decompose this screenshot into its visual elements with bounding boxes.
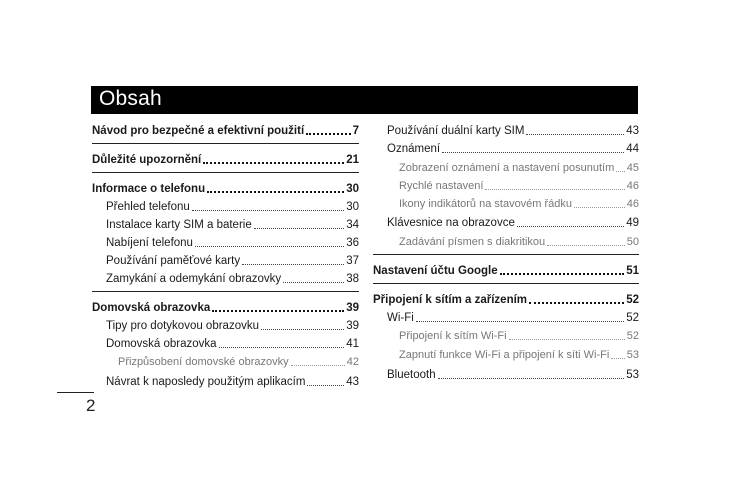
toc-entry[interactable]	[92, 351, 359, 369]
toc-entry-page: 36	[346, 237, 359, 249]
dot-leader	[195, 246, 344, 247]
toc-entry-title: Wi-Fi	[387, 312, 414, 324]
section-divider	[373, 254, 639, 255]
toc-entry-page: 44	[626, 143, 639, 155]
toc-entry[interactable]	[373, 157, 639, 175]
toc-entry-page: 49	[626, 217, 639, 229]
toc-entry[interactable]	[92, 232, 359, 250]
dot-leader	[547, 245, 625, 246]
toc-entry[interactable]	[373, 289, 639, 307]
toc-entry-title: Tipy pro dotykovou obrazovku	[106, 320, 259, 332]
toc-entry-title: Nabíjení telefonu	[106, 237, 193, 249]
toc-entry[interactable]	[92, 297, 359, 315]
toc-entry-page: 7	[352, 125, 359, 137]
toc-entry-title: Nastavení účtu Google	[373, 265, 498, 277]
toc-entry[interactable]	[92, 214, 359, 232]
toc-entry-title: Návrat k naposledy použitým aplikacím	[106, 376, 306, 388]
dot-leader	[219, 347, 345, 348]
dot-leader	[192, 210, 344, 211]
toc-entry-page: 45	[626, 162, 639, 174]
dot-leader	[438, 378, 625, 379]
toc-entry-title: Přizpůsobení domovské obrazovky	[118, 356, 289, 368]
toc-entry[interactable]	[92, 315, 359, 333]
toc-entry[interactable]	[92, 149, 359, 167]
dot-leader	[203, 162, 344, 164]
toc-entry[interactable]	[373, 307, 639, 325]
dot-leader	[283, 282, 344, 283]
toc-entry-page: 53	[626, 349, 639, 361]
toc-entry-page: 39	[346, 302, 359, 314]
toc-entry-page: 30	[346, 183, 359, 195]
toc-entry[interactable]	[92, 371, 359, 389]
dot-leader	[485, 189, 624, 190]
page-number-rule	[57, 392, 94, 393]
toc-entry-page: 30	[346, 201, 359, 213]
toc-entry-page: 52	[626, 312, 639, 324]
toc-entry-page: 43	[346, 376, 359, 388]
toc-entry-page: 42	[346, 356, 359, 368]
toc-entry-title: Domovská obrazovka	[92, 302, 211, 314]
toc-entry[interactable]	[373, 120, 639, 138]
dot-leader	[526, 134, 624, 135]
toc-entry-title: Důležité upozornění	[92, 154, 202, 166]
toc-entry[interactable]	[373, 212, 639, 230]
dot-leader	[207, 191, 344, 193]
toc-header-bar	[91, 86, 638, 114]
toc-title: Obsah	[99, 87, 162, 110]
toc-entry-title: Zamykání a odemykání obrazovky	[106, 273, 282, 285]
dot-leader	[212, 310, 344, 312]
toc-entry[interactable]	[373, 231, 639, 249]
toc-entry[interactable]	[92, 120, 359, 138]
toc-entry-page: 43	[626, 125, 639, 137]
toc-entry-title: Oznámení	[387, 143, 441, 155]
toc-entry-title: Návod pro bezpečné a efektivní použití	[92, 125, 305, 137]
toc-entry[interactable]	[373, 175, 639, 193]
dot-leader	[254, 228, 344, 229]
toc-entry-title: Instalace karty SIM a baterie	[106, 219, 252, 231]
toc-entry-page: 53	[626, 369, 639, 381]
toc-entry[interactable]	[373, 325, 639, 343]
toc-entry-page: 38	[346, 273, 359, 285]
toc-entry[interactable]	[373, 138, 639, 156]
toc-entry-title: Ikony indikátorů na stavovém řádku	[399, 198, 573, 210]
dot-leader	[574, 207, 625, 208]
toc-entry-title: Připojení k sítím a zařízením	[373, 294, 528, 306]
toc-entry-page: 46	[626, 180, 639, 192]
toc-entry-page: 51	[626, 265, 639, 277]
toc-entry-title: Zapnutí funkce Wi-Fi a připojení k síti Wi-Fi	[399, 349, 610, 361]
dot-leader	[242, 264, 344, 265]
dot-leader	[517, 226, 624, 227]
section-divider	[92, 291, 359, 292]
toc-entry[interactable]	[373, 344, 639, 362]
toc-entry[interactable]	[92, 250, 359, 268]
page-number: 2	[86, 396, 96, 415]
toc-entry-title: Používání paměťové karty	[106, 255, 241, 267]
dot-leader	[442, 152, 624, 153]
dot-leader	[529, 302, 624, 304]
toc-entry-page: 46	[626, 198, 639, 210]
dot-leader	[261, 329, 344, 330]
dot-leader	[509, 339, 625, 340]
toc-entry-page: 52	[626, 330, 639, 342]
section-divider	[92, 172, 359, 173]
toc-entry-page: 39	[346, 320, 359, 332]
dot-leader	[611, 358, 624, 359]
toc-entry[interactable]	[92, 268, 359, 286]
toc-entry-title: Domovská obrazovka	[106, 338, 217, 350]
dot-leader	[291, 365, 345, 366]
toc-entry-title: Zadávání písmen s diakritikou	[399, 236, 546, 248]
toc-entry-page: 52	[626, 294, 639, 306]
dot-leader	[306, 133, 350, 135]
toc-entry-page: 34	[346, 219, 359, 231]
toc-entry-title: Používání duální karty SIM	[387, 125, 525, 137]
toc-entry-title: Zobrazení oznámení a nastavení posunutím	[399, 162, 615, 174]
dot-leader	[307, 385, 344, 386]
dot-leader	[416, 321, 624, 322]
dot-leader	[500, 273, 625, 275]
toc-entry-title: Rychlé nastavení	[399, 180, 484, 192]
toc-entry[interactable]	[373, 193, 639, 211]
toc-entry-title: Klávesnice na obrazovce	[387, 217, 515, 229]
toc-entry-title: Přehled telefonu	[106, 201, 190, 213]
toc-entry[interactable]	[92, 333, 359, 351]
toc-entry[interactable]	[92, 196, 359, 214]
section-divider	[92, 143, 359, 144]
toc-entry-page: 41	[346, 338, 359, 350]
toc-entry-title: Bluetooth	[387, 369, 436, 381]
toc-entry[interactable]	[92, 178, 359, 196]
toc-entry-page: 50	[626, 236, 639, 248]
dot-leader	[616, 171, 625, 172]
toc-entry-title: Připojení k sítím Wi-Fi	[399, 330, 507, 342]
toc-entry-page: 21	[346, 154, 359, 166]
toc-entry[interactable]	[373, 364, 639, 382]
toc-entry-title: Informace o telefonu	[92, 183, 206, 195]
section-divider	[373, 283, 639, 284]
toc-entry-page: 37	[346, 255, 359, 267]
toc-entry[interactable]	[373, 260, 639, 278]
